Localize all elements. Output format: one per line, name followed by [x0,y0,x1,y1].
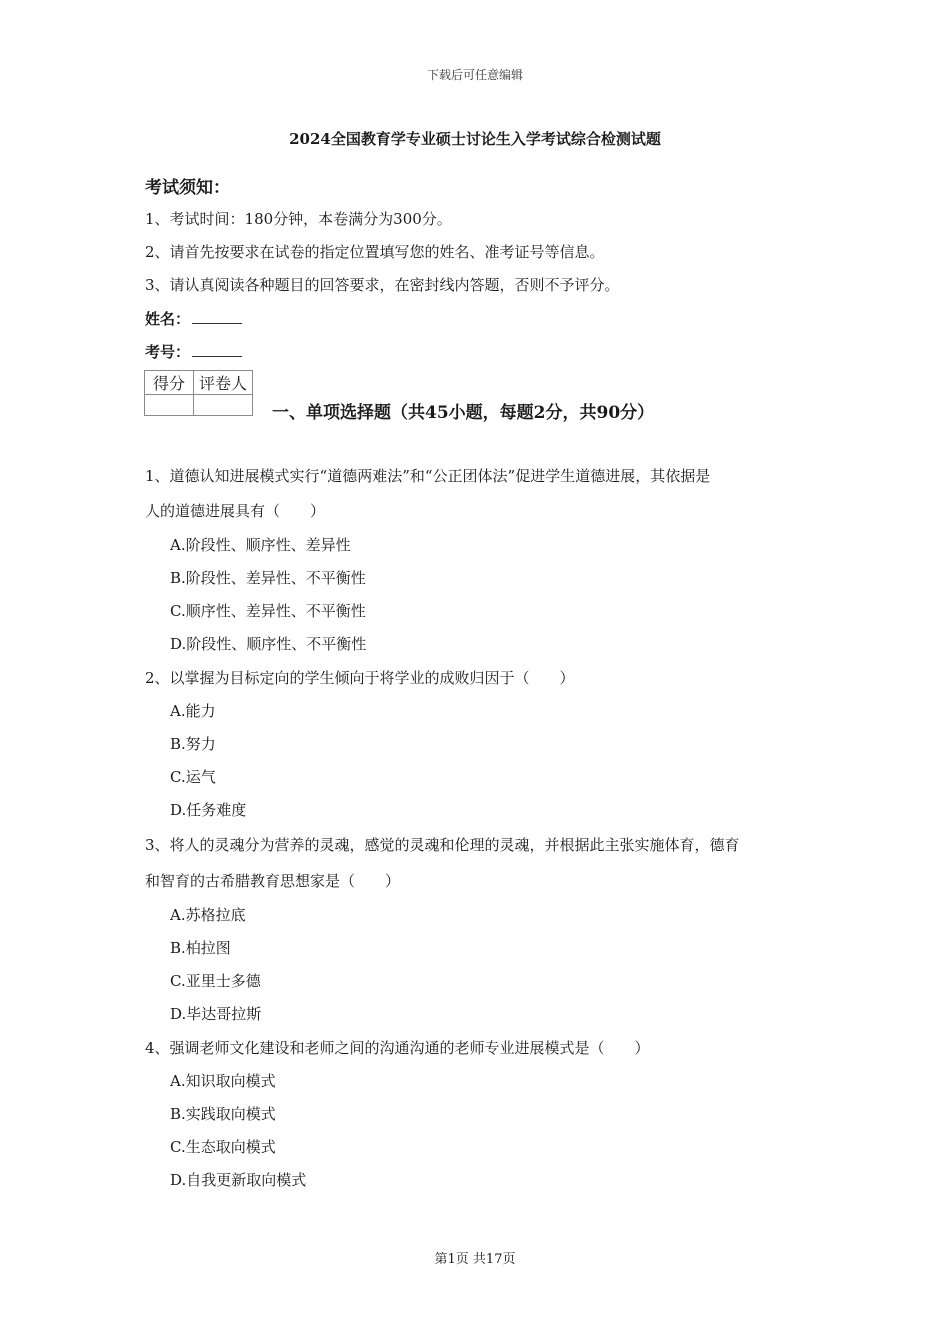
score-table [144,370,253,416]
grader-header: 评卷人 [194,371,253,395]
question-4-option-a: A.知识取向模式 [170,1072,276,1090]
page-footer: 第1页 共17页 [434,1252,516,1267]
question-3-option-a: A.苏格拉底 [170,906,246,924]
question-1-line2: 人的道德进展具有（ ） [145,502,326,520]
question-2-option-b: B.努力 [170,735,216,753]
name-field [145,308,242,329]
question-1-option-b: B.阶段性、差异性、不平衡性 [170,569,366,587]
section-title: 一、单项选择题（共45小题，每题2分，共90分） [272,403,655,423]
question-4-option-c: C.生态取向模式 [170,1138,276,1156]
question-3-line1: 3、将人的灵魂分为营养的灵魂，感觉的灵魂和伦理的灵魂，并根据此主张实施体育，德育 [145,836,740,854]
question-2-option-a: A.能力 [170,702,216,720]
notice-title: 考试须知： [145,178,230,198]
notice-item: 1、考试时间：180分钟，本卷满分为300分。 [145,210,452,228]
question-1-line1: 1、道德认知进展模式实行“道德两难法”和“公正团体法”促进学生道德进展，其依据是 [145,467,711,485]
score-header: 得分 [145,371,194,395]
question-1-option-a: A.阶段性、顺序性、差异性 [170,536,351,554]
question-1-option-c: C.顺序性、差异性、不平衡性 [170,602,366,620]
grader-cell [194,395,253,416]
question-2-option-c: C.运气 [170,768,216,786]
question-3-option-d: D.毕达哥拉斯 [170,1005,262,1023]
id-label: 考号： [145,343,191,361]
document-title: 2024全国教育学专业硕士讨论生入学考试综合检测试题 [289,130,661,148]
question-4-line1: 4、强调老师文化建设和老师之间的沟通沟通的老师专业进展模式是（ ） [145,1039,650,1057]
question-4-option-b: B.实践取向模式 [170,1105,276,1123]
question-3-line2: 和智育的古希腊教育思想家是（ ） [145,872,401,890]
question-1-option-d: D.阶段性、顺序性、不平衡性 [170,635,367,653]
question-3-option-c: C.亚里士多德 [170,972,261,990]
question-3-option-b: B.柏拉图 [170,939,231,957]
id-blank [192,342,242,357]
score-cell [145,395,194,416]
id-field [145,341,242,362]
name-label: 姓名： [145,310,191,328]
question-4-option-d: D.自我更新取向模式 [170,1171,307,1189]
notice-item: 3、请认真阅读各种题目的回答要求，在密封线内答题，否则不予评分。 [145,276,620,294]
name-blank [192,309,242,324]
question-2-option-d: D.任务难度 [170,801,247,819]
notice-item: 2、请首先按要求在试卷的指定位置填写您的姓名、准考证号等信息。 [145,243,605,261]
page-header: 下载后可任意编辑 [426,68,523,82]
question-2-line1: 2、以掌握为目标定向的学生倾向于将学业的成败归因于（ ） [145,669,575,687]
